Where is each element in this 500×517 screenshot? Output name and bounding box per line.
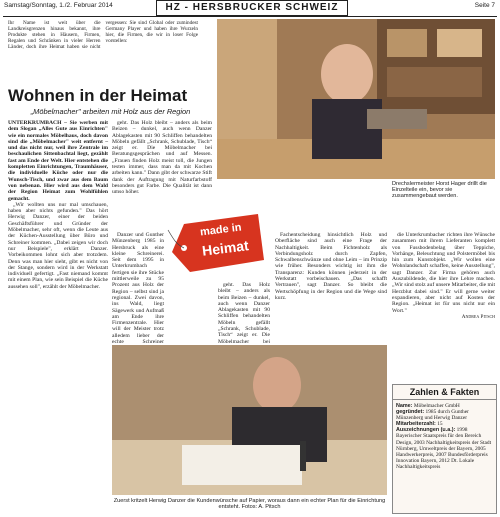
- facts-value: 1998 Bayerischer Staatspreis für den Bereich Design, 2003 Nachhaltigkeitspreis der Stadt Nürnberg, Umweltpreis der Bayern, 2005 Handwerkerpreis, 2007 Bundesförderpreis Innovation Bayern, 2012 Dt. Lokale Nachhaltigkeitspreis: [396, 427, 492, 470]
- column-5: [392, 232, 495, 380]
- facts-label: gegründet:: [396, 409, 425, 416]
- column-4: [275, 232, 387, 344]
- tag-line-1: made in: [199, 221, 243, 239]
- article-subtitle: „Möbelmacher" arbeiten mit Holz aus der Region: [30, 107, 191, 116]
- made-in-heimat-tag: [166, 210, 268, 280]
- column-1: [8, 120, 108, 510]
- bottom-caption-text: Zuerst kritzelt Herwig Danzer die Kundenwünsche auf Papier, woraus dann ein echter Plan für die Einrichtung entsteht.: [113, 498, 386, 511]
- headline-block: [8, 86, 213, 105]
- top-photo-caption: Drechslermeister Horst Hager drillt die Einzelteile ein, bevor sie zusammengebaut werden.: [392, 181, 487, 200]
- column-1-text: „Wir wollten uns nur mal umschauen, haben aber nichts gefunden." Das hört Herwig Danzer, einer der beiden Geschäftsführer und Gründer der Möbelmacher, sehr oft, wenn die Leute aus der Küchen-Ausstellung über Büro und Schreiner kommen. „Dabei zeigen wir doch nur Beispiele", erklärt Danzer. Vorbeikommen lohnt sich aber trotzdem. Denn was man hier sieht, gibt es nicht von der Stange, sondern wird in der Werkstatt individuell gefertigt. „Fast niemand kommt mit einem Plan, wie sein Beispiel die Küche aussehen soll", erzählt der Möbelmacher.: [8, 201, 108, 290]
- intro-box: [8, 20, 198, 78]
- column-2-mid: [112, 232, 164, 346]
- column-2-mid-text: Danzer und Gunther Münzenberg 1985 in Hersbruck als eine kleine Schreinerei. Seit dem 1995 in Unterkrumbach fertigen sie ihre Stücke mittlerweile zu 95 Prozent aus Holz der Region – selbst sind ja regional. Zwei davon, ins Wald, liegt Sägewerk und Aufmaß am Ende ihre Firmenzentrale. Hier will der Meister trotz alledem lieber der echte Schreiner: [112, 232, 164, 346]
- article-title: Wohnen in der Heimat: [8, 86, 188, 105]
- facts-label: Auszeichnungen (u.a.):: [396, 427, 456, 434]
- article-lead: UNTERKRUMBACH – Sie werben mit dem Slogan „Alles Gute aus Einrichten" wie ein normales Möbelhaus, doch davon sind die „Möbelmacher" weit entfernt – und das nicht nur, weil ihre Zentrale im beschaulichen Sittenbachtal liegt, gezählt fast am Ende der Welt. Hier entstehen die kompletten Einrichtungen, Traumhäuser, die individuelle Küche oder nur die Wunsch-Tisch, und zwar aus dem Baum von nebenan. Hier wird aus dem Wald der Region Heimat zum Wohlfühlen gemacht.: [8, 120, 108, 202]
- column-5-text: die Unterkrumbacher richten ihre Wünsche zusammen mit ihrem Lieferanten komplett von Fussbodenbelag über Teppiche, Vorhänge, Beleuchtung und Polstermöbel bis hin zum Kunstobjekt. „Wir wollen eine Wohnlandschaft schaffen, keine Ausstellung", sagt Danzer. Zur Firma gehören auch Auszubildende, die hier ihre Lehre machen. „Wir sind stolz auf unsere Mitarbeiter, die mit Herzblut dabei sind." Er will gerne weiter expandieren, aber nicht auf Kosten der Region. „Heimat ist für uns nicht nur ein Wort.": [392, 232, 496, 314]
- facts-label: Name:: [396, 403, 413, 409]
- planning-photo: [112, 345, 387, 495]
- author: Andrea Pitsch: [461, 313, 495, 320]
- facts-value: 15: [437, 421, 443, 428]
- section-title: HZ - HERSBRUCKER SCHWEIZ: [156, 0, 348, 16]
- column-4-text: Fachentscheidung hinsichtlich Holz und Oberfläche sind auch eine Frage der Nachhaltigkeit. Beim Fichtenholz als Verbindungsholz durch Zapfen, Schwalbenschwänze und ohne Leim – im Prinzip wie früher. Besonders wichtig ist ihm die Transparenz: Kunden können jederzeit in der Werkstatt vorbeischauen. „Das schafft Vertrauen", sagt Danzer. So bleibt die Wertschöpfung in der Region und die Wege sind kurz.: [275, 232, 387, 301]
- column-2-text: geht. Das Holz bleibt – anders als beim Beizen – dunkel, auch wenn Danzer Ablagekasten mit 90 Schliffen behandelten Möbeln gefällt „Schrank, Schublade, Tisch“ zeigt er. Die Möbelmacher bei Beratungsgesprächen und auf Messen. „Frauen finden Holz meist toll, die Jungen testen immer, dass man da mit Kochen arbeiten kann." Dann gibt der schwarze Stift dank der Auftragung mit Naturfarbstoff besonders gut Farbe. Die Qualität ist dann umso höher.: [112, 120, 212, 196]
- header-rule: [3, 16, 497, 17]
- intro-text: Ihr Name ist weit über die Landkreisgrenzen hinaus bekannt, ihre Produkte stehen in Häusern, Firmen, Regalen und Schränken in vieler Herren Länder, doch ihre Heimat haben sie nicht vergessen: Sie sind Global oder zumindest Germany Player und haben ihre Wurzeln hier, die Firmen, die wir in loser Folge vorstellen:: [8, 20, 198, 51]
- column-3: [218, 282, 270, 345]
- facts-label: Mitarbeiterzahl:: [396, 421, 436, 428]
- workshop-photo: [217, 19, 495, 179]
- facts-title: Zahlen & Fakten: [393, 385, 496, 400]
- column-3-text: geht. Das Holz bleibt – anders als beim Beizen – dunkel, auch wenn Danzer Ablagekasten mit 90 Schliffen behandelten Möbeln gefällt „Schrank, Schublade, Tisch“ zeigt er. Die Möbelmacher bei: [218, 282, 270, 345]
- facts-row: [393, 409, 496, 421]
- issue-date: Samstag/Sonntag, 1./2. Februar 2014: [4, 2, 113, 9]
- photo-credit: Fotos: A. Pitsch: [241, 504, 281, 511]
- tag-line-2: Heimat: [201, 237, 250, 259]
- facts-value: 1985 durch Gunther Münzenberg und Herwig Danzer: [396, 409, 469, 422]
- facts-row: [393, 427, 496, 470]
- bottom-photo-caption: [112, 498, 387, 510]
- facts-box: [392, 384, 497, 514]
- page-number: Seite 7: [474, 2, 495, 9]
- facts-value: Möbelmacher GmbH: [413, 403, 460, 409]
